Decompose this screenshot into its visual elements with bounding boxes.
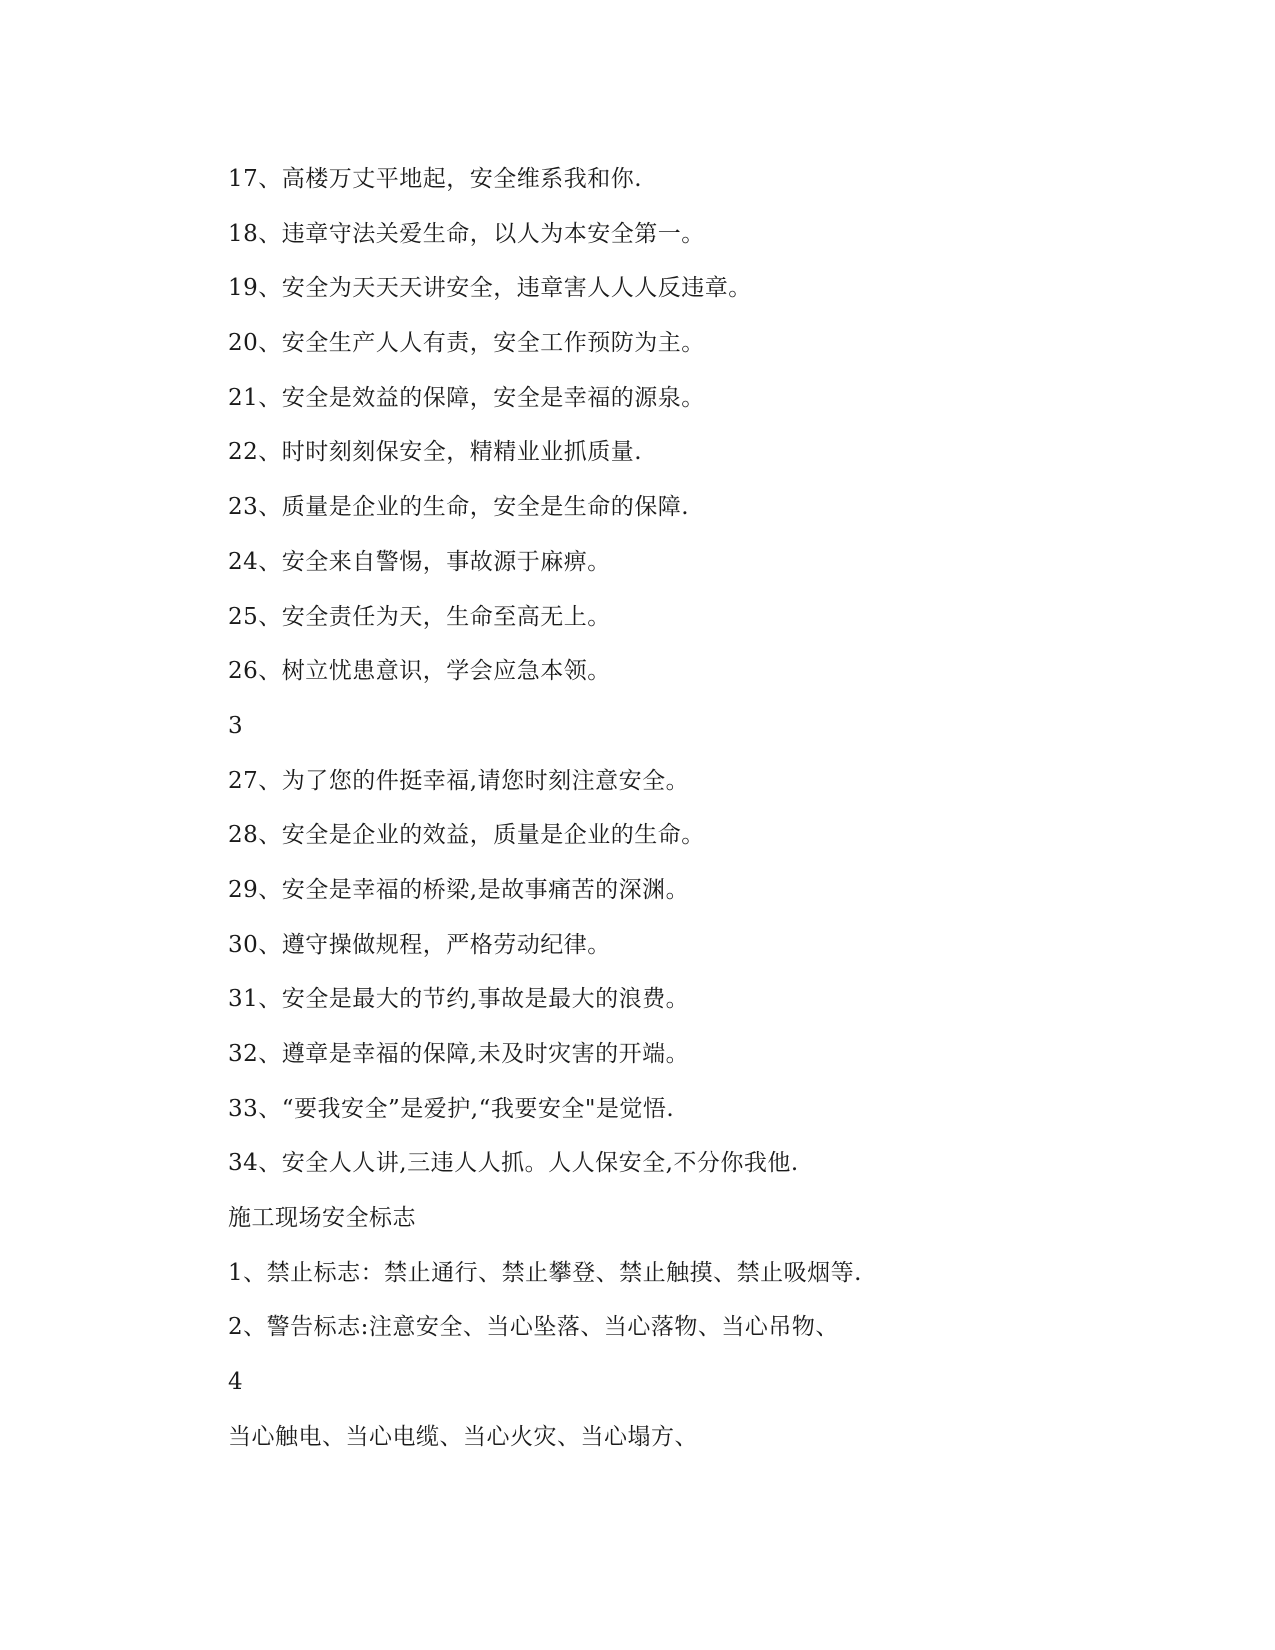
slogan-28: 28、安全是企业的效益，质量是企业的生命。 <box>228 822 705 849</box>
slogan-31: 31、安全是最大的节约,事故是最大的浪费。 <box>228 986 690 1013</box>
slogan-29: 29、安全是幸福的桥梁,是故事痛苦的深渊。 <box>228 876 690 903</box>
slogan-25: 25、安全责任为天，生命至高无上。 <box>228 603 611 630</box>
slogan-23: 23、质量是企业的生命，安全是生命的保障. <box>228 494 690 521</box>
slogan-19: 19、安全为天天天讲安全，违章害人人人反违章。 <box>228 275 752 302</box>
slogan-34: 34、安全人人讲,三违人人抓。人人保安全,不分你我他. <box>228 1150 799 1177</box>
slogan-21: 21、安全是效益的保障，安全是幸福的源泉。 <box>228 384 705 411</box>
sign-item-2-continued: 当心触电、当心电缆、当心火灾、当心塌方、 <box>228 1423 698 1450</box>
slogan-18: 18、违章守法关爱生命，以人为本安全第一。 <box>228 220 705 247</box>
page-number-3: 3 <box>228 712 244 739</box>
slogan-32: 32、遵章是幸福的保障,未及时灾害的开端。 <box>228 1041 690 1067</box>
slogan-17: 17、高楼万丈平地起，安全维系我和你. <box>228 166 643 192</box>
slogan-24: 24、安全来自警惕，事故源于麻痹。 <box>228 548 611 575</box>
slogan-20: 20、安全生产人人有责，安全工作预防为主。 <box>228 330 705 357</box>
slogan-30: 30、遵守操做规程，严格劳动纪律。 <box>228 931 611 958</box>
slogan-22: 22、时时刻刻保安全，精精业业抓质量. <box>228 439 643 466</box>
sign-item-2: 2、警告标志:注意安全、当心坠落、当心落物、当心吊物、 <box>228 1314 839 1341</box>
slogan-26: 26、树立忧患意识，学会应急本领。 <box>228 658 611 685</box>
slogan-27: 27、为了您的件挺幸福,请您时刻注意安全。 <box>228 767 690 794</box>
document-body <box>228 164 1208 1477</box>
section-heading: 施工现场安全标志 <box>228 1205 416 1232</box>
sign-item-1: 1、禁止标志：禁止通行、禁止攀登、禁止触摸、禁止吸烟等. <box>228 1259 862 1286</box>
page-number-4: 4 <box>228 1369 244 1396</box>
slogan-33: 33、“要我安全”是爱护,“我要安全"是觉悟. <box>228 1095 675 1122</box>
